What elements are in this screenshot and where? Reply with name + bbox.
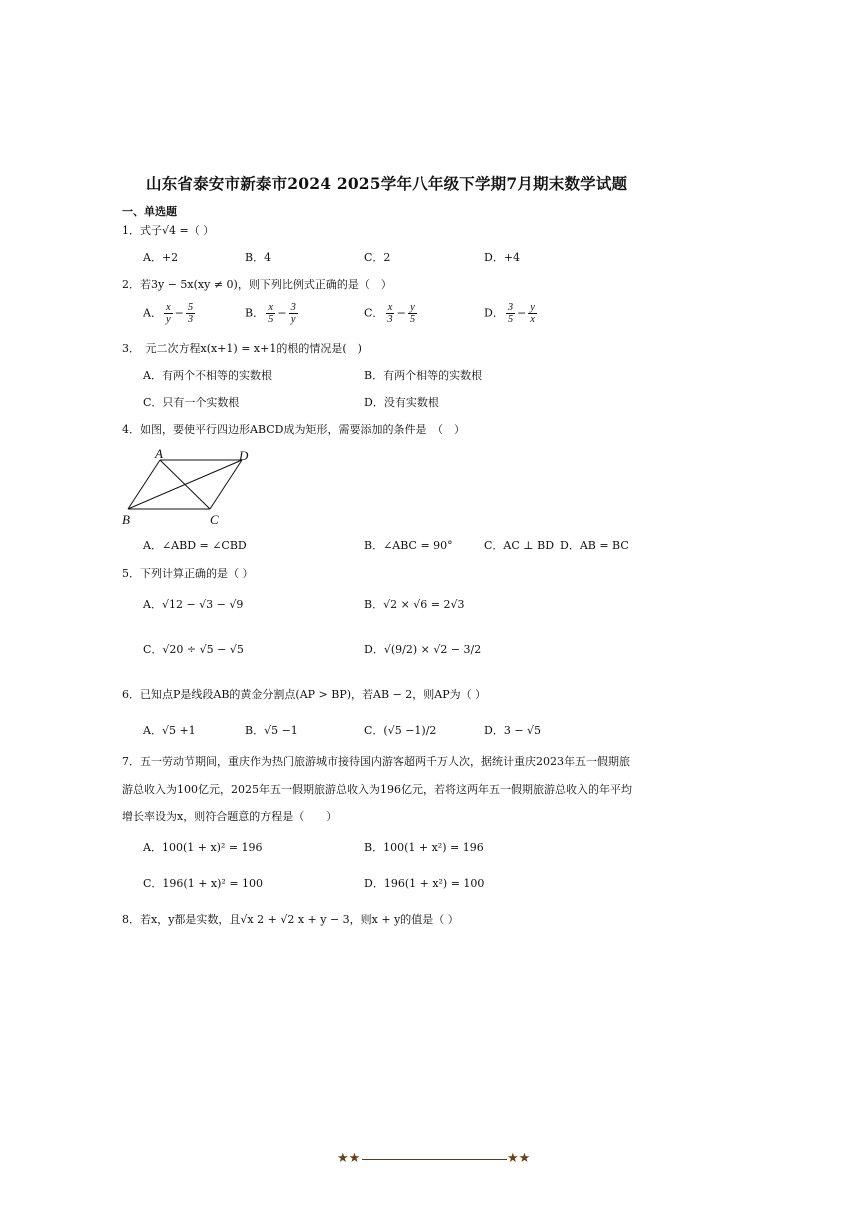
page-title: 山东省泰安市新泰市2024 2025学年八年级下学期7月期末数学试题 — [146, 174, 628, 193]
q3-option-a[interactable]: A．有两个不相等的实数根 — [143, 369, 272, 382]
parallelogram-figure — [118, 446, 268, 530]
q1-suffix: （ ） — [188, 224, 215, 237]
q2-a-frac2 — [186, 302, 195, 325]
q2-b-frac1 — [266, 302, 275, 325]
q3-option-d[interactable]: D．没有实数根 — [364, 396, 439, 409]
q5-option-b[interactable]: B．√2 × √6 = 2√3 — [364, 598, 465, 611]
q1-math: √4 = — [162, 224, 189, 237]
diagonal-bd — [128, 460, 242, 509]
vertex-label-c: C — [210, 512, 219, 527]
q2-a-num1: x — [165, 302, 171, 313]
q2-d-num2: y — [530, 302, 535, 313]
q1-option-c[interactable]: C．2 — [364, 251, 391, 264]
q5-option-c[interactable]: C．√20 ÷ √5 − √5 — [143, 643, 244, 656]
question-2-stem: 2．若3y − 5x(xy ≠ 0)，则下列比例式正确的是（ ） — [122, 278, 392, 291]
q7-option-d[interactable]: D．196(1 + x²) = 100 — [364, 877, 485, 890]
q2-a-den2: 3 — [187, 314, 194, 325]
q2-d-den1: 5 — [507, 314, 514, 325]
q4-option-d[interactable]: D．AB = BC — [560, 539, 629, 552]
question-7-line-2: 游总收入为100亿元，2025年五一假期旅游总收入为196亿元，若将这两年五一假期旅游总收入的年平均 — [122, 783, 632, 796]
q4-option-c[interactable]: C．AC ⊥ BD — [484, 539, 555, 552]
q2-b-frac2 — [289, 302, 298, 325]
q2-c-frac1 — [385, 302, 394, 325]
question-1-stem — [122, 224, 214, 238]
q2-a-frac1 — [164, 302, 173, 325]
q2-d-frac1 — [506, 302, 515, 325]
q7-option-a[interactable]: A．100(1 + x)² = 196 — [143, 841, 263, 854]
q2-b-den2: y — [290, 314, 296, 325]
q2-c-num1: x — [387, 302, 393, 313]
q5-option-a[interactable]: A．√12 − √3 − √9 — [143, 598, 244, 611]
q2-d-frac2 — [528, 302, 537, 325]
question-3-stem: 3． 元二次方程x(x+1) = x+1的根的情况是( ) — [122, 342, 362, 355]
q1-option-a[interactable]: A．+2 — [143, 251, 179, 264]
q2-d-den2: x — [530, 314, 535, 325]
q2-c-den1: 3 — [387, 314, 393, 325]
question-4-stem: 4．如图，要使平行四边形ABCD成为矩形，需要添加的条件是 （ ） — [122, 423, 465, 436]
q2-d-label: D． — [484, 306, 504, 320]
question-7-line-1: 7．五一劳动节期间，重庆作为热门旅游城市接待国内游客超两千万人次，据统计重庆2023年五一假期旅 — [122, 755, 630, 768]
question-5-stem: 5．下列计算正确的是（ ） — [122, 567, 254, 580]
q4-option-b[interactable]: B．∠ABC = 90° — [364, 539, 453, 552]
q3-option-b[interactable]: B．有两个相等的实数根 — [364, 369, 483, 382]
q2-option-c[interactable]: C． $\frac{x}{3}$ − $\frac{y}{5}$ — [364, 302, 416, 325]
q2-b-num2: 3 — [290, 302, 296, 313]
footer-divider — [362, 1159, 507, 1160]
q6-option-d[interactable]: D．3 − √5 — [484, 724, 542, 737]
vertex-label-a: A — [155, 446, 163, 461]
q7-option-c[interactable]: C．196(1 + x)² = 100 — [143, 877, 264, 890]
q6-option-a[interactable]: A．√5 +1 — [143, 724, 196, 737]
q2-option-b[interactable]: B． $\frac{x}{5}$ − $\frac{3}{y}$ — [245, 302, 296, 325]
q6-option-c[interactable]: C．(√5 −1)/2 — [364, 724, 437, 737]
q2-option-a[interactable]: A． $\frac{x}{y}$ − $\frac{5}{3}$ — [143, 302, 194, 325]
q4-option-a[interactable]: A．∠ABD = ∠CBD — [143, 539, 247, 552]
q2-b-label: B． — [245, 306, 265, 320]
q5-option-d[interactable]: D．√(9/2) × √2 − 3/2 — [364, 643, 482, 656]
question-6-stem: 6．已知点P是线段AB的黄金分割点(AP > BP)，若AB − 2，则AP为（ ） — [122, 688, 487, 701]
q1-option-d[interactable]: D．+4 — [484, 251, 521, 264]
q7-option-b[interactable]: B．100(1 + x²) = 196 — [364, 841, 484, 854]
vertex-label-d: D — [239, 448, 249, 463]
question-7-line-3: 增长率设为x，则符合题意的方程是（ ） — [122, 810, 338, 823]
q2-c-num2: y — [410, 302, 415, 313]
q2-a-label: A． — [143, 306, 162, 320]
section-heading: 一、单选题 — [122, 205, 177, 218]
q2-d-num1: 3 — [507, 302, 514, 313]
q6-option-b[interactable]: B．√5 −1 — [245, 724, 298, 737]
footer-stars-right: ★★ — [507, 1151, 531, 1166]
q2-a-den1: y — [165, 314, 171, 325]
q2-c-frac2 — [408, 302, 417, 325]
q1-prefix: 1．式子 — [122, 224, 162, 237]
q2-b-den1: 5 — [268, 314, 274, 325]
q2-option-d[interactable]: D． $\frac{3}{5}$ − $\frac{y}{x}$ — [484, 302, 535, 325]
q3-option-c[interactable]: C．只有一个实数根 — [143, 396, 240, 409]
q1-option-b[interactable]: B．4 — [245, 251, 272, 264]
q2-c-label: C． — [364, 306, 384, 320]
vertex-label-b: B — [122, 512, 130, 527]
q2-a-num2: 5 — [187, 302, 194, 313]
footer-stars-left: ★★ — [337, 1151, 361, 1166]
q2-c-den2: 5 — [409, 314, 416, 325]
q2-b-num1: x — [268, 302, 274, 313]
question-8-stem: 8．若x，y都是实数，且√x 2 + √2 x + y − 3，则x + y的值是（ ） — [122, 913, 459, 926]
